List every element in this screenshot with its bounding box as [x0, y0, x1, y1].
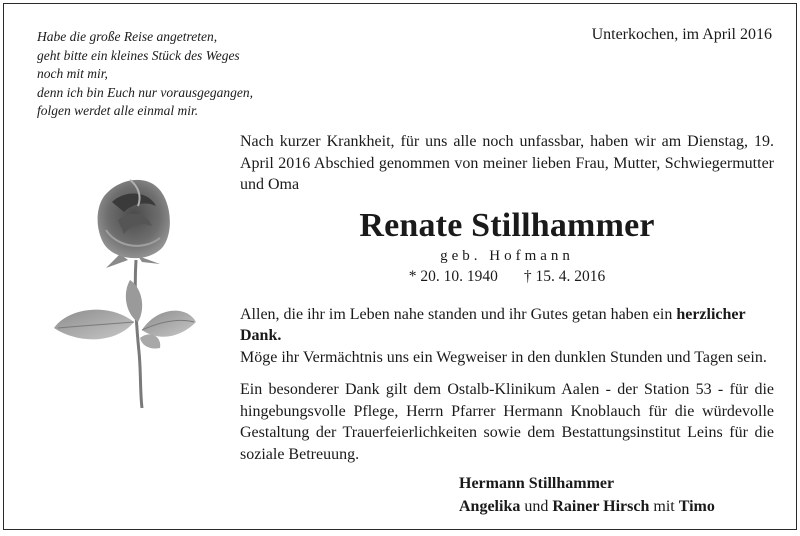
legacy-text: Möge ihr Vermächtnis uns ein Wegweiser in den dunklen Stunden und Tagen sein. [240, 348, 767, 366]
rose-icon [38, 172, 198, 417]
poem-line: denn ich bin Euch nur vorausgegangen, [37, 84, 253, 100]
thanks-text: Allen, die ihr im Leben nahe standen und ihr Gutes getan haben ein [240, 305, 677, 323]
signature-conjunction: mit [653, 498, 675, 515]
deceased-name: Renate Stillhammer [359, 206, 655, 244]
signature-name: Timo [678, 498, 715, 515]
place-date: Unterkochen, im April 2016 [591, 26, 772, 43]
death-date: 15. 4. 2016 [535, 267, 606, 285]
signature-name: Rainer Hirsch [552, 498, 650, 515]
thanks-emphasis: herzlicher Dank. [240, 305, 746, 344]
poem-line: noch mit mir, [37, 66, 108, 81]
signature-name: Angelika [459, 498, 521, 515]
thanks-paragraph [240, 304, 774, 369]
obituary-notice [3, 3, 797, 530]
signature [459, 472, 715, 518]
poem-line: geht bitte ein kleines Stück des Weges [37, 47, 240, 63]
poem [37, 28, 253, 121]
birth-symbol: * [408, 267, 417, 285]
obituary-body [240, 131, 774, 465]
death-symbol: † [523, 267, 532, 285]
signature-name: Hermann Stillhammer [459, 475, 615, 492]
poem-line: folgen werdet alle einmal mir. [37, 103, 199, 118]
life-dates [240, 266, 774, 288]
signature-conjunction: und [524, 498, 549, 515]
gratitude-paragraph: Ein besonderer Dank gilt dem Ostalb-Klinikum Aalen - der Station 53 - für die hingebungsvolle Pflege, Herrn Pfarrer Hermann Knoblauch für die würdevolle Gestaltung der Trauerfeierlichkeiten sowie dem Bestattungsinstitut Leins für die soziale Betreuung. [240, 381, 774, 463]
birth-date: 20. 10. 1940 [420, 267, 498, 285]
poem-line: Habe die große Reise angetreten, [37, 29, 218, 44]
maiden-name: geb. Hofmann [440, 247, 574, 264]
intro-text: Nach kurzer Krankheit, für uns alle noch unfassbar, haben wir am Dienstag, 19. April 2016 Abschied genommen von meiner lieben Frau, Mutter, Schwiegermutter und Oma [240, 133, 774, 193]
